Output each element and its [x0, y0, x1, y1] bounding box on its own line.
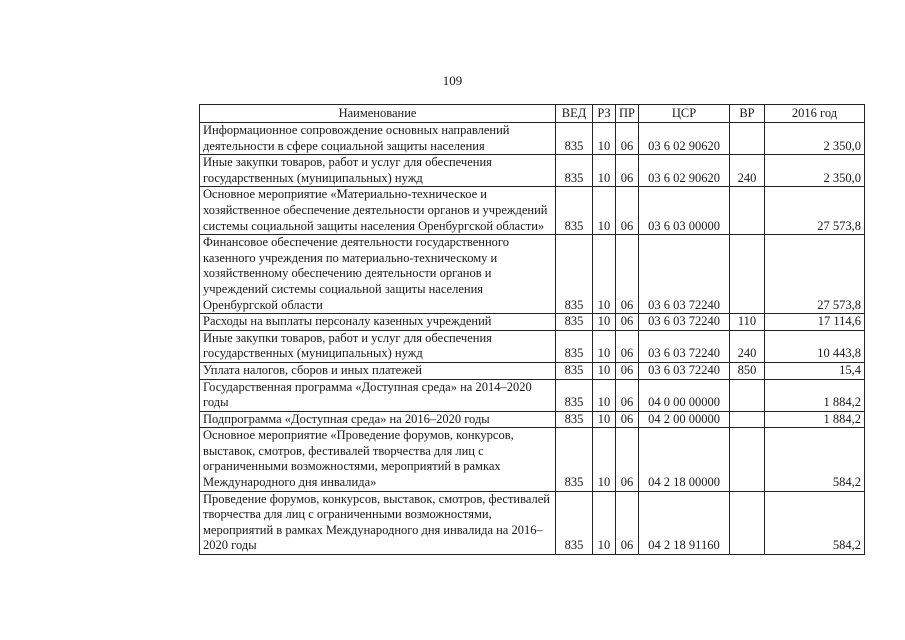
row-amount: 2 350,0	[765, 123, 865, 155]
row-rz: 10	[593, 330, 616, 362]
row-name: Иные закупки товаров, работ и услуг для обеспечения государственных (муниципальных) нужд	[200, 155, 556, 187]
row-vr: 240	[730, 330, 765, 362]
row-name: Финансовое обеспечение деятельности государственного казенного учреждения по материально-техническому и хозяйственному обеспечению деятельности органов и учреждений системы социальной защиты населения Оренбургской области	[200, 235, 556, 314]
row-csr: 03 6 02 90620	[639, 123, 730, 155]
row-pr: 06	[616, 362, 639, 379]
row-amount: 17 114,6	[765, 314, 865, 331]
table-body	[200, 123, 865, 555]
row-ved: 835	[556, 491, 593, 554]
row-ved: 835	[556, 155, 593, 187]
table-row	[200, 330, 865, 362]
table-row	[200, 123, 865, 155]
row-pr: 06	[616, 379, 639, 411]
row-csr: 04 2 00 00000	[639, 411, 730, 428]
row-csr: 04 0 00 00000	[639, 379, 730, 411]
row-name: Информационное сопровождение основных направлений деятельности в сфере социальной защиты населения	[200, 123, 556, 155]
header-pr: ПР	[616, 105, 639, 123]
row-pr: 06	[616, 187, 639, 235]
row-name: Основное мероприятие «Проведение форумов, конкурсов, выставок, смотров, фестивалей творчества для лиц с ограниченными возможностями, мероприятий в рамках Международного дня инвалида»	[200, 428, 556, 491]
row-name: Иные закупки товаров, работ и услуг для обеспечения государственных (муниципальных) нужд	[200, 330, 556, 362]
header-rz: РЗ	[593, 105, 616, 123]
row-csr: 03 6 03 00000	[639, 187, 730, 235]
row-amount: 27 573,8	[765, 235, 865, 314]
row-ved: 835	[556, 428, 593, 491]
table-row	[200, 187, 865, 235]
row-pr: 06	[616, 314, 639, 331]
row-rz: 10	[593, 187, 616, 235]
row-ved: 835	[556, 187, 593, 235]
row-rz: 10	[593, 235, 616, 314]
row-rz: 10	[593, 155, 616, 187]
table-row	[200, 379, 865, 411]
row-csr: 03 6 03 72240	[639, 362, 730, 379]
row-name: Основное мероприятие «Материально-техническое и хозяйственное обеспечение деятельности органов и учреждений системы социальной защиты населения Оренбургской области»	[200, 187, 556, 235]
table-row	[200, 428, 865, 491]
row-amount: 15,4	[765, 362, 865, 379]
row-ved: 835	[556, 411, 593, 428]
row-ved: 835	[556, 362, 593, 379]
header-csr: ЦСР	[639, 105, 730, 123]
row-csr: 03 6 03 72240	[639, 330, 730, 362]
row-ved: 835	[556, 235, 593, 314]
row-csr: 04 2 18 91160	[639, 491, 730, 554]
row-pr: 06	[616, 411, 639, 428]
row-pr: 06	[616, 428, 639, 491]
row-amount: 1 884,2	[765, 411, 865, 428]
row-rz: 10	[593, 362, 616, 379]
header-ved: ВЕД	[556, 105, 593, 123]
row-rz: 10	[593, 411, 616, 428]
row-rz: 10	[593, 491, 616, 554]
table-row	[200, 155, 865, 187]
row-amount: 10 443,8	[765, 330, 865, 362]
row-pr: 06	[616, 235, 639, 314]
row-name: Государственная программа «Доступная среда» на 2014–2020 годы	[200, 379, 556, 411]
row-amount: 27 573,8	[765, 187, 865, 235]
row-pr: 06	[616, 330, 639, 362]
row-pr: 06	[616, 491, 639, 554]
row-ved: 835	[556, 123, 593, 155]
row-amount: 584,2	[765, 428, 865, 491]
table-row	[200, 235, 865, 314]
row-amount: 1 884,2	[765, 379, 865, 411]
row-vr	[730, 123, 765, 155]
row-csr: 03 6 03 72240	[639, 235, 730, 314]
table-row	[200, 491, 865, 554]
row-rz: 10	[593, 123, 616, 155]
row-vr: 240	[730, 155, 765, 187]
row-name: Проведение форумов, конкурсов, выставок, смотров, фестивалей творчества для лиц с ограниченными возможностями, мероприятий в рамках Международного дня инвалида на 2016–2020 годы	[200, 491, 556, 554]
row-pr: 06	[616, 155, 639, 187]
page-number: 109	[442, 73, 463, 88]
row-vr	[730, 187, 765, 235]
table-row	[200, 411, 865, 428]
row-csr: 03 6 03 72240	[639, 314, 730, 331]
row-ved: 835	[556, 314, 593, 331]
header-name: Наименование	[200, 105, 556, 123]
header-amount: 2016 год	[765, 105, 865, 123]
row-amount: 2 350,0	[765, 155, 865, 187]
row-vr	[730, 491, 765, 554]
row-csr: 03 6 02 90620	[639, 155, 730, 187]
row-vr	[730, 428, 765, 491]
row-vr: 110	[730, 314, 765, 331]
row-ved: 835	[556, 330, 593, 362]
row-vr	[730, 379, 765, 411]
row-ved: 835	[556, 379, 593, 411]
row-name: Расходы на выплаты персоналу казенных учреждений	[200, 314, 556, 331]
row-vr	[730, 235, 765, 314]
row-vr	[730, 411, 765, 428]
table-row	[200, 314, 865, 331]
row-rz: 10	[593, 379, 616, 411]
budget-table	[199, 104, 865, 555]
row-vr: 850	[730, 362, 765, 379]
row-rz: 10	[593, 428, 616, 491]
table-row	[200, 362, 865, 379]
header-vr: ВР	[730, 105, 765, 123]
row-name: Подпрограмма «Доступная среда» на 2016–2020 годы	[200, 411, 556, 428]
row-amount: 584,2	[765, 491, 865, 554]
table-header-row	[200, 105, 865, 123]
row-csr: 04 2 18 00000	[639, 428, 730, 491]
row-rz: 10	[593, 314, 616, 331]
row-name: Уплата налогов, сборов и иных платежей	[200, 362, 556, 379]
row-pr: 06	[616, 123, 639, 155]
